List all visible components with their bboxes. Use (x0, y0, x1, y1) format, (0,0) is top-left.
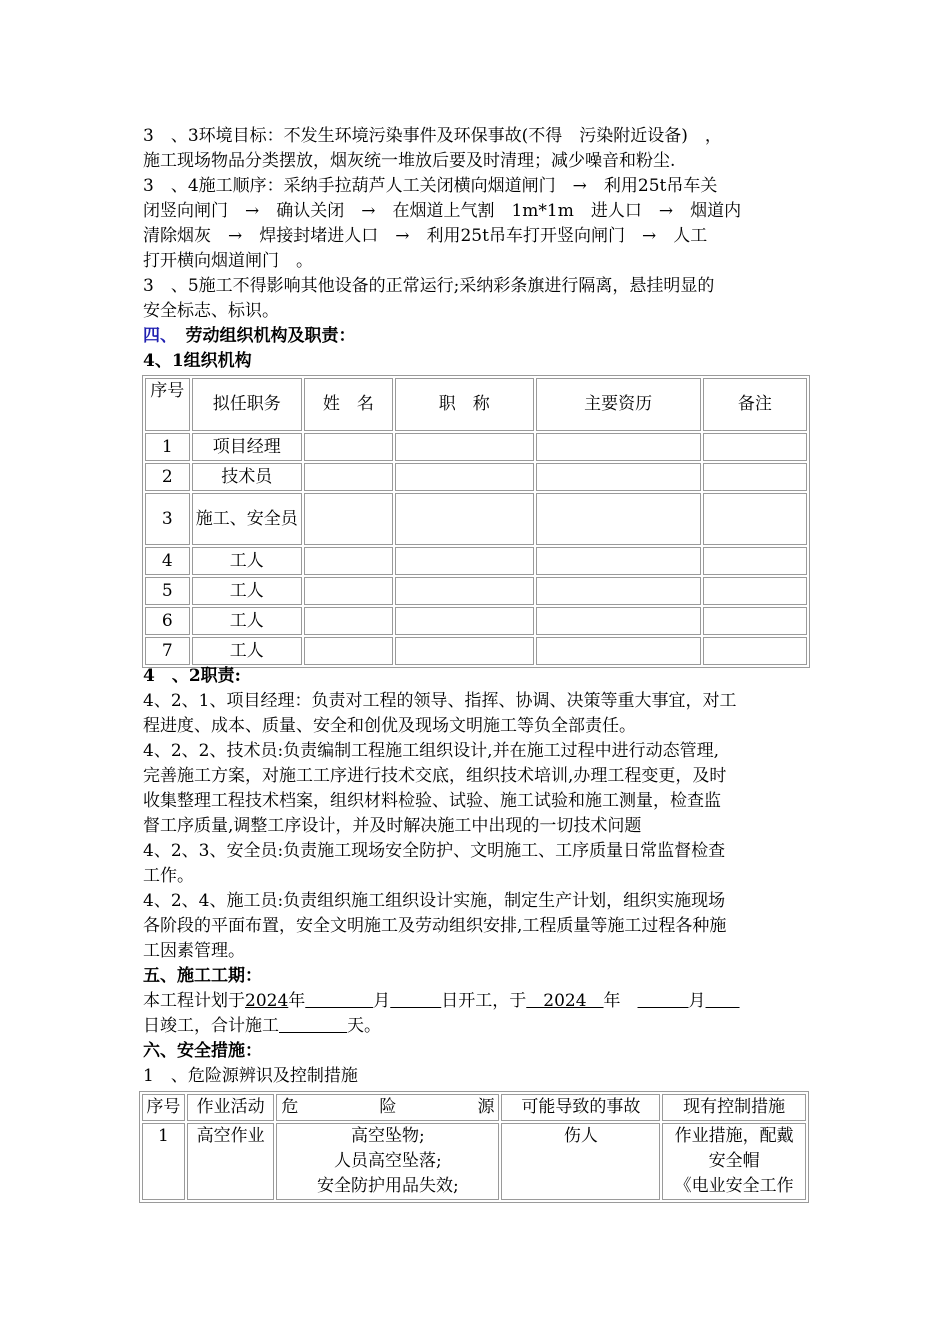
org-row-role: 技术员 (192, 463, 302, 491)
control-line: 作业措施，配戴 (674, 1126, 794, 1146)
hazard-row-activity: 高空作业 (187, 1123, 275, 1200)
org-cell-empty (395, 493, 534, 545)
schedule-text: 月 (373, 991, 391, 1011)
org-cell-empty (536, 577, 701, 605)
hazard-header-no: 序号 (142, 1094, 185, 1121)
table-row (145, 493, 807, 545)
hazard-header-row (142, 1094, 806, 1121)
org-row-no: 5 (145, 577, 190, 605)
schedule-text: 日开工，于 (441, 991, 527, 1011)
start-year: 2024 (245, 991, 289, 1011)
org-cell-empty (536, 433, 701, 461)
hazard-row-accident: 伤人 (501, 1123, 660, 1200)
schedule-line1 (143, 989, 809, 1014)
org-header-no: 序号 (145, 378, 190, 431)
org-row-role: 工人 (192, 637, 302, 665)
para-3-5-line2: 安全标志、标识。 (143, 301, 279, 321)
org-cell-empty (536, 493, 701, 545)
duty-2-line1: 4、2、2、技术员:负责编制工程施工组织设计,并在施工过程中进行动态管理, (143, 741, 719, 761)
hazard-row-no: 1 (142, 1123, 185, 1200)
schedule-text: 月 (688, 991, 706, 1011)
hazard-item: 高空坠物; (351, 1126, 425, 1146)
start-day-blank (390, 991, 441, 1011)
org-cell-empty (395, 607, 534, 635)
org-cell-empty (703, 493, 807, 545)
hazard-header-accident: 可能导致的事故 (501, 1094, 660, 1121)
org-cell-empty (703, 577, 807, 605)
schedule-text: 日竣工，合计施工 (143, 1016, 279, 1036)
org-cell-empty (304, 547, 393, 575)
hazard-item: 人员高空坠落; (334, 1151, 442, 1171)
org-row-no: 4 (145, 547, 190, 575)
org-cell-empty (395, 463, 534, 491)
org-row-role: 工人 (192, 577, 302, 605)
table-row (145, 463, 807, 491)
org-header-row (145, 378, 807, 431)
duty-3-line2: 工作。 (143, 866, 194, 886)
table-row (145, 607, 807, 635)
section-5-title: 五、施工工期： (143, 966, 262, 986)
table-row (145, 577, 807, 605)
start-month-blank (305, 991, 373, 1011)
org-row-no: 3 (145, 493, 190, 545)
schedule-text: 年 (288, 991, 306, 1011)
org-cell-empty (395, 637, 534, 665)
para-3-3-line1: 3 、3环境目标：不发生环境污染事件及环保事故(不得 污染附近设备) ， (143, 126, 722, 146)
duty-2-line3: 收集整理工程技术档案，组织材料检验、试验、施工试验和施工测量，检查监 (143, 791, 721, 811)
org-cell-empty (703, 607, 807, 635)
hazard-header-char: 源 (477, 1097, 495, 1117)
document-page-lower (143, 664, 809, 1089)
org-cell-empty (395, 547, 534, 575)
para-3-3-line2: 施工现场物品分类摆放，烟灰统一堆放后要及时清理；减少噪音和粉尘. (143, 151, 676, 171)
org-table (142, 375, 810, 668)
duty-4-line2: 各阶段的平面布置，安全文明施工及劳动组织安排,工程质量等施工过程各种施 (143, 916, 727, 936)
hazard-header-hazard (276, 1094, 499, 1121)
end-day-blank (706, 991, 740, 1011)
org-cell-empty (703, 433, 807, 461)
control-line: 安全帽 (708, 1151, 760, 1171)
org-cell-empty (536, 463, 701, 491)
total-days-blank (279, 1016, 347, 1036)
org-cell-empty (536, 607, 701, 635)
org-header-name: 姓 名 (304, 378, 393, 431)
table-row (145, 433, 807, 461)
hazard-header-activity: 作业活动 (187, 1094, 275, 1121)
para-3-4-line4: 打开横向烟道闸门 。 (143, 251, 313, 271)
duty-2-line4: 督工序质量,调整工序设计，并及时解决施工中出现的一切技术问题 (143, 816, 642, 836)
org-cell-empty (304, 607, 393, 635)
table-row (142, 1123, 806, 1200)
org-row-no: 7 (145, 637, 190, 665)
control-line: 《电业安全工作 (674, 1176, 794, 1196)
duty-1-line1: 4、2、1、项目经理：负责对工程的领导、指挥、协调、决策等重大事宜，对工 (143, 691, 737, 711)
duty-4-line1: 4、2、4、施工员:负责组织施工组织设计实施，制定生产计划，组织实施现场 (143, 891, 726, 911)
para-3-5-line1: 3 、5施工不得影响其他设备的正常运行;采纳彩条旗进行隔离，悬挂明显的 (143, 276, 715, 296)
hazard-header-char: 险 (379, 1097, 397, 1117)
schedule-line2 (143, 1014, 809, 1039)
org-row-role: 工人 (192, 607, 302, 635)
org-cell-empty (395, 433, 534, 461)
org-cell-empty (703, 637, 807, 665)
section-4-title (143, 324, 809, 349)
para-3-4-line2: 闭竖向闸门 → 确认关闭 → 在烟道上气割 1m*1m 进人口 → 烟道内 (143, 201, 742, 221)
org-row-no: 1 (145, 433, 190, 461)
subheading-4-1: 4、1组织机构 (143, 351, 252, 371)
org-header-notes: 备注 (703, 378, 807, 431)
duty-1-line2: 程进度、成本、质量、安全和创优及现场文明施工等负全部责任。 (143, 716, 636, 736)
para-3-4-line1: 3 、4施工顺序：采纳手拉葫芦人工关闭横向烟道闸门 → 利用25t吊车关 (143, 176, 718, 196)
duty-4-line3: 工因素管理。 (143, 941, 245, 961)
subheading-6-1: 1 、危险源辨识及控制措施 (143, 1066, 358, 1086)
para-3-4-line3: 清除烟灰 → 焊接封堵进人口 → 利用25t吊车打开竖向闸门 → 人工 (143, 226, 708, 246)
hazard-item: 安全防护用品失效; (317, 1176, 459, 1196)
table-row (145, 637, 807, 665)
org-header-role: 拟任职务 (192, 378, 302, 431)
document-page (143, 124, 809, 374)
org-cell-empty (703, 547, 807, 575)
org-header-title: 职 称 (395, 378, 534, 431)
org-cell-empty (304, 493, 393, 545)
org-row-role: 施工、安全员 (192, 493, 302, 545)
end-month-blank (638, 991, 689, 1011)
schedule-text: 本工程计划于 (143, 991, 245, 1011)
hazard-header-control: 现有控制措施 (662, 1094, 806, 1121)
org-row-role: 项目经理 (192, 433, 302, 461)
org-cell-empty (395, 577, 534, 605)
hazard-row-control (662, 1123, 806, 1200)
table-row (145, 547, 807, 575)
subheading-4-2: 4 、2职责: (143, 666, 241, 686)
section-6-title: 六、安全措施： (143, 1041, 262, 1061)
end-year: 2024 (526, 991, 604, 1011)
org-cell-empty (703, 463, 807, 491)
org-row-no: 6 (145, 607, 190, 635)
duty-3-line1: 4、2、3、安全员:负责施工现场安全防护、文明施工、工序质量日常监督检查 (143, 841, 726, 861)
org-cell-empty (536, 637, 701, 665)
org-cell-empty (536, 547, 701, 575)
org-cell-empty (304, 637, 393, 665)
hazard-table (139, 1091, 809, 1203)
org-row-role: 工人 (192, 547, 302, 575)
org-row-no: 2 (145, 463, 190, 491)
hazard-header-char: 危 (281, 1097, 299, 1117)
org-cell-empty (304, 463, 393, 491)
section-4-number: 四、 (143, 326, 169, 346)
schedule-text: 年 (603, 991, 638, 1011)
org-header-experience: 主要资历 (536, 378, 701, 431)
section-4-text: 劳动组织机构及职责： (168, 326, 356, 346)
hazard-row-hazards (276, 1123, 499, 1200)
org-cell-empty (304, 433, 393, 461)
org-cell-empty (304, 577, 393, 605)
duty-2-line2: 完善施工方案，对施工工序进行技术交底，组织技术培训,办理工程变更，及时 (143, 766, 727, 786)
schedule-text: 天。 (347, 1016, 381, 1036)
